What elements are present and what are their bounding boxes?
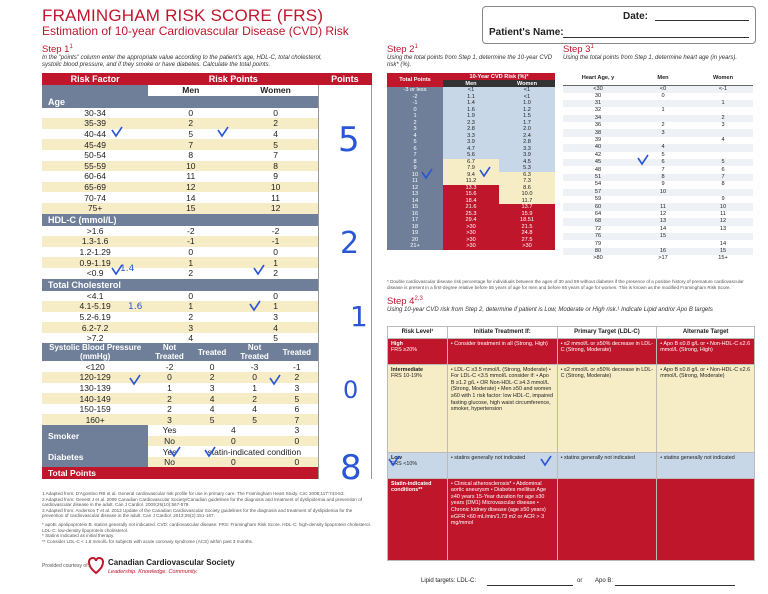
diabetes-row: No 0 0 bbox=[42, 457, 372, 468]
risk-row: 7 5.6 3.9 bbox=[387, 152, 555, 159]
risk-row: 0 1.6 1.2 bbox=[387, 107, 555, 114]
risk-row: 9 7.9 5.3 bbox=[387, 165, 555, 172]
age-section bbox=[42, 96, 372, 108]
heart-age-row: 68 13 12 bbox=[563, 218, 753, 225]
women-header: Women bbox=[233, 85, 318, 96]
primary-target-header: Primary Target (LDL-C) bbox=[557, 327, 657, 339]
smoker-row: Smoker Yes 4 3 bbox=[42, 425, 372, 436]
heart-age-row: 36 2 3 bbox=[563, 122, 753, 129]
age-row: 75+ 15 12 bbox=[42, 203, 372, 214]
heart-age-row: <30 <0 <-1 bbox=[563, 85, 753, 93]
age-row: 55-59 10 8 bbox=[42, 161, 372, 172]
heart-age-row: 40 4 bbox=[563, 144, 753, 151]
step4-heading: Step 4$^{2,3}$ bbox=[387, 296, 423, 308]
risk-row: -1 1.4 1.0 bbox=[387, 100, 555, 107]
age-row: 70-74 14 11 bbox=[42, 192, 372, 203]
ldl-target-field[interactable] bbox=[487, 585, 573, 586]
risk-row: 15 21.6 13.7 bbox=[387, 204, 555, 211]
cvd-risk-header: 10-Year CVD Risk (%)* bbox=[443, 73, 555, 80]
hdl-row: 1.2-1.29 0 0 bbox=[42, 247, 372, 258]
heart-age-row: 38 3 bbox=[563, 129, 753, 136]
risk-points-header: Risk Points bbox=[148, 73, 318, 85]
handwritten-age-points: 5 bbox=[338, 120, 360, 160]
risk-row: -2 1.1 <1 bbox=[387, 94, 555, 101]
heart-age-row: 79 14 bbox=[563, 240, 753, 247]
step2-check-marks bbox=[400, 160, 560, 190]
bp-row: 160+ 3 5 5 7 bbox=[42, 414, 372, 425]
step2-heading: Step $2^1$ bbox=[387, 44, 418, 56]
total-points-label: Total Points bbox=[42, 467, 318, 479]
risk-row: 10 9.4 6.3 bbox=[387, 172, 555, 179]
risk-level-header: Risk Level¹ bbox=[388, 327, 448, 339]
age-row: 65-69 12 10 bbox=[42, 182, 372, 193]
diabetes-label: Diabetes bbox=[42, 446, 148, 467]
step3-check-mark bbox=[632, 150, 662, 170]
heart-age-row: 59 9 bbox=[563, 196, 753, 203]
points-header: Points bbox=[318, 73, 371, 85]
step3-heading: Step $3^1$ bbox=[563, 44, 594, 56]
handwritten-hdl-points: 2 bbox=[340, 226, 360, 261]
heart-age-row: 54 9 8 bbox=[563, 181, 753, 188]
apob-target-field[interactable] bbox=[615, 585, 735, 586]
heart-age-row: 30 0 bbox=[563, 93, 753, 100]
heart-age-row: 39 4 bbox=[563, 137, 753, 144]
patient-name-field[interactable] bbox=[563, 37, 749, 38]
tc-row: 5.2-6.19 2 3 bbox=[42, 312, 372, 323]
heart-age-row: 45 6 5 bbox=[563, 159, 753, 166]
treatment-table bbox=[387, 326, 755, 561]
check-hdl-women bbox=[254, 265, 264, 274]
women-header: Women bbox=[693, 73, 753, 85]
handwritten-hdl-note: 1.4 bbox=[120, 264, 135, 274]
heart-logo-icon bbox=[88, 557, 104, 575]
heart-age-row: 76 15 bbox=[563, 233, 753, 240]
heart-age-row: 80 16 15 bbox=[563, 248, 753, 255]
risk-row: 18 >30 21.5 bbox=[387, 224, 555, 231]
handwritten-bp-points: 0 bbox=[343, 376, 359, 404]
diabetes-row: Diabetes Yes statin-indicated condition bbox=[42, 446, 372, 457]
heart-age-row: 64 12 11 bbox=[563, 211, 753, 218]
check-bp-women bbox=[270, 375, 280, 384]
bp-row: 150-159 2 4 4 6 bbox=[42, 404, 372, 415]
risk-row: 1 1.9 1.5 bbox=[387, 113, 555, 120]
check-age-women bbox=[218, 127, 228, 136]
bp-section-label: Systolic Blood Pressure (mmHg) bbox=[42, 343, 148, 361]
heart-age-row: 51 8 7 bbox=[563, 174, 753, 181]
high-risk-row: High FRS ≥20% • Consider treatment in all (Strong, High) • ≤2 mmol/L or ≥50% decrease in LDL-C (Strong, Moderate) • Apo B ≤0.8 g/L or • Non-HDL-C ≤2.6 mmol/L (Strong, High) bbox=[388, 338, 755, 364]
risk-row: 4 3.3 2.4 bbox=[387, 133, 555, 140]
step1-description: In the "points" column enter the appropriate value according to the patient's age, HDL-C, total cholesterol, systolic blood pressure, and if they smoke or have diabetes. Calculate the total points. bbox=[42, 55, 322, 68]
alt-target-header: Alternate Target bbox=[657, 327, 755, 339]
page-title: FRAMINGHAM RISK SCORE (FRS) bbox=[42, 6, 324, 25]
hdl-row: <0.9 2 2 bbox=[42, 268, 372, 279]
risk-row: 2 2.3 1.7 bbox=[387, 120, 555, 127]
step2-footnote: * Double cardiovascular disease risk percentage for individuals between the ages of 30 and 59 without diabetes if the presence of a positive history of premature cardiovascular disease is present in a first-degree relative before 55 years of age for men and before 65 years of age for women. This is known as the modified Framingham Risk Score. bbox=[387, 279, 744, 290]
bp-row: 120-129 0 2 0 2 bbox=[42, 372, 372, 383]
step2-description: Using the total points from Step 1, determine the 10-year CVD risk* (%). bbox=[387, 55, 553, 68]
risk-row: 13 15.6 10.0 bbox=[387, 191, 555, 198]
heart-age-row: 32 1 bbox=[563, 107, 753, 114]
ccs-logo bbox=[88, 557, 104, 580]
total-points-header: Total Points bbox=[387, 73, 443, 87]
step3-description: Using the total points from Step 1, determine heart age (in years). bbox=[563, 55, 738, 61]
heart-age-row: >80 >17 15+ bbox=[563, 255, 753, 262]
heart-age-row: 72 14 13 bbox=[563, 226, 753, 233]
or-label: or bbox=[577, 578, 583, 584]
risk-row: 5 3.9 2.8 bbox=[387, 139, 555, 146]
patient-name-label: Patient's Name: bbox=[489, 27, 564, 38]
risk-row: 16 25.3 15.9 bbox=[387, 211, 555, 218]
risk-row: 3 2.8 2.0 bbox=[387, 126, 555, 133]
hdl-row: 0.9-1.19 1 1 bbox=[42, 257, 372, 268]
risk-row: 17 29.4 18.51 bbox=[387, 217, 555, 224]
low-risk-row: Low FRS <10% • statins generally not indicated • statins generally not indicated • statins generally not indicated bbox=[388, 452, 755, 478]
tc-row: 6.2-7.2 3 4 bbox=[42, 322, 372, 333]
risk-row: 20 >30 27.5 bbox=[387, 237, 555, 244]
society-name: Canadian Cardiovascular Society bbox=[108, 558, 235, 567]
heart-age-row: 34 2 bbox=[563, 115, 753, 122]
age-row: 30-34 0 0 bbox=[42, 108, 372, 119]
bp-row: <120 -2 0 -3 -1 bbox=[42, 361, 372, 372]
tc-row: 4.1-5.19 1 1 bbox=[42, 301, 372, 312]
risk-row: 12 13.3 8.6 bbox=[387, 185, 555, 192]
handwritten-check-marks bbox=[40, 120, 380, 480]
men-header: Men bbox=[633, 73, 693, 85]
men-header: Men bbox=[148, 85, 233, 96]
patient-info-box bbox=[482, 6, 756, 44]
handwritten-tc-points: 1 bbox=[350, 300, 368, 333]
age-section-label: Age bbox=[42, 96, 318, 108]
hdl-row: >1.6 -2 -2 bbox=[42, 226, 372, 237]
age-row: 40-44 5 4 bbox=[42, 129, 372, 140]
age-row: 50-54 8 7 bbox=[42, 150, 372, 161]
check-diabetes bbox=[170, 447, 180, 456]
smoker-label: Smoker bbox=[42, 425, 148, 446]
heart-age-row: 48 7 6 bbox=[563, 166, 753, 173]
check-tc-women bbox=[250, 301, 260, 310]
hdl-section-label: HDL-C (mmol/L) bbox=[42, 214, 318, 226]
hdl-row: 1.3-1.6 -1 -1 bbox=[42, 236, 372, 247]
check-age bbox=[112, 127, 122, 136]
risk-row: 6 4.7 3.3 bbox=[387, 146, 555, 153]
risk-row: 14 18.4 11.7 bbox=[387, 198, 555, 205]
tc-row: >7.2 4 5 bbox=[42, 333, 372, 344]
risk-table-header bbox=[42, 73, 372, 85]
date-field[interactable] bbox=[655, 20, 749, 21]
date-label: Date: bbox=[623, 11, 649, 22]
page-subtitle: Estimation of 10-year Cardiovascular Disease (CVD) Risk bbox=[42, 24, 349, 38]
risk-row: -3 or less <1 <1 bbox=[387, 87, 555, 94]
check-diabetes-women bbox=[205, 447, 215, 456]
bp-section: Systolic Blood Pressure (mmHg) Not Treated Treated Not Treated Treated bbox=[42, 343, 372, 361]
risk-row: 19 >30 24.8 bbox=[387, 230, 555, 237]
heart-age-header: Heart Age, y bbox=[563, 73, 633, 85]
age-row: 35-39 2 2 bbox=[42, 118, 372, 129]
check-bp bbox=[130, 375, 140, 384]
heart-age-row: 60 11 10 bbox=[563, 203, 753, 210]
total-cholesterol-section-label: Total Cholesterol bbox=[42, 279, 318, 291]
smoker-row: No 0 0 bbox=[42, 436, 372, 447]
men-header: Men bbox=[443, 80, 499, 87]
women-header: Women bbox=[499, 80, 555, 87]
check-hdl bbox=[112, 265, 122, 274]
heart-age-row: 57 10 bbox=[563, 189, 753, 196]
handwritten-total-points: 8 bbox=[340, 448, 362, 488]
statin-indicated-row: Statin-indicated conditions** • Clinical atherosclerosis* • Abdominal aortic aneurysm • Diabetes mellitus Age ≥40 years 15-Year duration for age ≥30 years (DM1) Microvascular disease • Chronic kidney disease (age ≥50 years) eGFR <60 mL/min/1.73 m2 or ACR > 3 mg/mmol bbox=[388, 478, 755, 560]
apob-label: Apo B: bbox=[595, 578, 614, 584]
footnotes: 1 Adapted from: D'Agostino RB et al. General cardiovascular risk profile for use in primary care. The Framingham Heart Study. Circ 2008;117:743-53. 2 Adapted from: Genest J et al. 2009 Canadian Cardiovascular Society/Canadian guidelines for the diagnosis and treatment of dyslipidemia and prevention of cardiovascular disease in the adult. Can J Cardiol. 2009;25(10):567-579. 3 Adapted from: Anderson T et al. 2012 Update of the Canadian Cardiovascular Society guidelines for the diagnosis and treatment of dyslipidemia for the prevention of cardiovascular disease in the adult. Can J Cardiol. 2013;29(2):151-167. * apoB: apolipoprotein B. statins generally not indicated. CVD: cardiovascular disease. FRS: Framingham Risk Score. HDL-C: high-density lipoprotein cholesterol. LDL-C: low-density lipoprotein cholesterol. * Statins indicated as initial therapy. ** Consider LDL-C < 1.8 mmol/L for subjects with acute coronary syndrome (ACS) within past 3 months. bbox=[42, 491, 371, 544]
bp-row: 140-149 2 4 2 5 bbox=[42, 393, 372, 404]
bp-row: 130-139 1 3 1 3 bbox=[42, 383, 372, 394]
step1-heading: Step $1^1$ bbox=[42, 44, 73, 56]
age-row: 60-64 11 9 bbox=[42, 171, 372, 182]
risk-row: 8 6.7 4.5 bbox=[387, 159, 555, 166]
step4-check-marks bbox=[383, 453, 563, 473]
lipid-targets-label: Lipid targets: LDL-C: bbox=[421, 578, 477, 584]
age-row: 45-49 7 5 bbox=[42, 139, 372, 150]
risk-row: 11 11.2 7.3 bbox=[387, 178, 555, 185]
step4-description: Using 10-year CVD risk from Step 2, determine if patient is Low, Moderate or High risk.¹ Indicate Lipid and/or Apo B targets bbox=[387, 307, 713, 313]
heart-age-row: 42 5 bbox=[563, 152, 753, 159]
handwritten-tc-note: 1.6 bbox=[128, 302, 143, 312]
provided-by: Provided courtesy of: bbox=[42, 563, 89, 569]
heart-age-row: 31 1 bbox=[563, 100, 753, 107]
society-tagline: Leadership. Knowledge. Community. bbox=[108, 569, 198, 575]
risk-factor-header: Risk Factor bbox=[42, 73, 148, 85]
risk-row: 21+ >30 >30 bbox=[387, 243, 555, 250]
initiate-header: Initiate Treatment If: bbox=[447, 327, 557, 339]
tc-row: <4.1 0 0 bbox=[42, 291, 372, 302]
intermediate-risk-row: Intermediate FRS 10-19% • LDL-C ≥3.5 mmol/L (Strong, Moderate) • For LDL-C <3.5 mmol/L consider if: • Apo B ≥1.2 g/L • OR Non-HDL-C ≥4.3 mmol/L (Strong, Moderate) • Men ≥50 and women ≥60 with 1 risk factor: low HDL-C, impaired fasting glucose, high waist circumference, smoker, hypertension • ≤2 mmol/L or ≥50% decrease in LDL-C (Strong, Moderate) • Apo B ≤0.8 g/L or • Non-HDL-C ≤2.6 mmol/L (Strong, Moderate) bbox=[388, 364, 755, 452]
